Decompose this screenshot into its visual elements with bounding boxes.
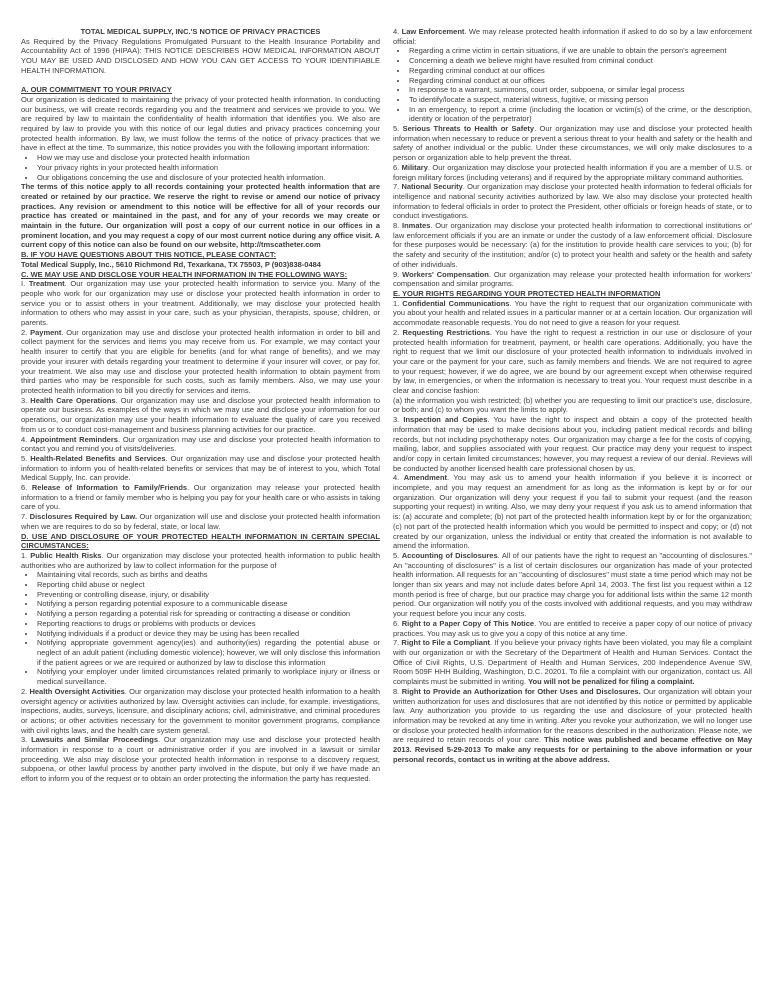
bullet-item: • In response to a warrant, summons, court order, subpoena, or similar legal process xyxy=(408,85,752,95)
bullet-item: • Notifying a person regarding a potential risk for spreading or contracting a disease or condition xyxy=(36,609,380,619)
paragraph: The terms of this notice apply to all records containing your protected health information that are created or retained by our practice. We reserve the right to revise or amend our notice of privacy practices. Any revision or amendment to this notice will be effective for all of your records our practice has created or maintained in the past, and for any of your records we may create or maintain in the future. Our organization will post a copy of our current notice in our offices in a prominent location, and you may request a copy of our most current notice during any office visit. A current copy of this notice can also be found on our website, http://tmscatheter.com xyxy=(21,182,380,250)
paragraph: 2. Requesting Restrictions. You have the right to request a restriction in our use or disclosure of your protected health information for treatment, payment, or health care operations. Additionally, you have the right to request that we limit our disclosure of your protected health information to individuals involved in your care or the payment for your care, such as family members and friends. We are not required to agree to your request; however, if we do agree, we are bound by our agreement except when otherwise required by law, in emergencies, or when the information is necessary to treat you. Your request must describe in a clear and concise fashion: xyxy=(393,327,753,396)
bullet-item: • Notifying appropriate government agency(ies) and authority(ies) regarding the potential abuse or neglect of an adult patient (including domestic violence); however, we will only disclose this information if the patient agrees or we are required or authorized by law to disclose this information xyxy=(36,638,380,667)
bullet-item: • Concerning a death we believe might have resulted from criminal conduct xyxy=(408,56,752,66)
paragraph: 9. Workers' Compensation. Our organization may release your protected health information for workers' compensation and similar programs. xyxy=(393,269,752,289)
paragraph: 8. Inmates. Our organization may disclose your protected health information to correctional institutions or' law enforcement officials if you are an inmate or under the custody of a law enforcement official. Disclosure for these purposes would be necessary: (a) for the institution to provide health care services to you; (b) for the safety and security of the institution; and/or (c) to protect your health and safety or the health and safety of other individuals. xyxy=(393,221,753,269)
paragraph: 3. Lawsuits and Similar Proceedings. Our organization may use and disclose your protected health information in response to a court or administrative order if you are involved in a lawsuit or similar proceeding. We also may disclose your protected health information in response to a discovery request, subpoena, or other lawful process by another party involved in the dispute, but only if we have made an effort to inform you of the request or to obtain an order protecting the information the party has requested. xyxy=(21,735,380,784)
bullet-item: • Maintaining vital records, such as births and deaths xyxy=(36,570,380,580)
paragraph: 7. National Security. Our organization may disclose your protected health information to federal officials for intelligence and national security activities authorized by law. We also may disclose your protected health information to federal officials in order to protect the President, other officials or foreign heads of state, or to conduct investigations. xyxy=(393,182,752,221)
bullet-item: • Preventing or controlling disease, injury, or disability xyxy=(36,590,380,600)
bullet-item: • Reporting child abuse or neglect xyxy=(36,580,380,590)
paragraph: Total Medical Supply, Inc., 5610 Richmond Rd, Texarkana, TX 75503, P (903)838-0484 xyxy=(21,259,321,269)
bullet-item: • Reporting reactions to drugs or problems with products or devices xyxy=(36,619,380,629)
paragraph: 7. Disclosures Required by Law. Our organization will use and disclose your protected health information when we are requires to do so by federal, state, or local law. xyxy=(21,512,381,531)
paragraph: (a) the information you wish restricted; (b) whether you are requesting to limit our practice's use, disclosure, or both; and (c) to whom you want the limits to apply. xyxy=(393,395,752,415)
bullet-list xyxy=(21,570,380,686)
section-heading: C. WE MAY USE AND DISCLOSE YOUR HEALTH INFORMATION IN THE FOLLOWING WAYS: xyxy=(21,269,348,279)
paragraph: 5. Accounting of Disclosures. All of our patients have the right to request an "accounting of disclosures." An "accounting of disclosures" is a list of certain disclosures our organization has made of your protected health information. All requests for an "accounting of disclosures" must state a time period which may not be longer than six years and may not include dates before April 14, 2003. The first list you request within a 12 month period is free of charge, but our practice may charge you for additional lists within the same 12 month period. Our organization will notify you of the costs involved with additional requests, and you may withdraw your request before you incur any costs. xyxy=(393,550,752,619)
bullet-item: • Your privacy rights in your protected health information xyxy=(36,163,380,173)
paragraph: I. Treatment. Our organization may use your protected health information to service you. Many of the people who work for our organization may use or disclose your protected health information in order to service you or to assist others in your treatment. Additionally, we may disclose your protected health information to others who may assist in your care, such as your physician, therapists, spouse, children, or parents. xyxy=(21,279,380,328)
paragraph: 4. Law Enforcement. We may release protected health information if asked to do so by a law enforcement official: xyxy=(393,27,752,46)
paragraph: 2. Payment. Our organization may use and disclose your protected health information in order to bill and collect payment for the services and items you may receive from us. For example, we may contact your health insurer to certify that you are eligible for benefits (and for what range of benefits), and we may provide your insurer with details regarding your treatment to determine if your insurer will cover, or pay for, your treatment. We also may use and disclose your protected health information to obtain payment from third parties who may be responsible for such costs, such as family members. Also, we may use your protected health information to bill you directly for services and items. xyxy=(21,327,380,395)
paragraph: 8. Right to Provide an Authorization for Other Uses and Disclosures. Our organization will obtain your written authorization for uses and disclosures that are not identified by this notice or permitted by applicable law. Any authorization you provide to us regarding the use and disclosure of your protected health information may be revoked at any time in writing. After you revoke your authorization, we will no longer use or disclose your protected health information for the reasons described in the authorization. Please note, we are required to retain records of your care. This notice was published and became effective on May 2013. Revised 5-29-2013 To make any requests for or pertaining to the above information or your personal records, contact us in writing at the above address. xyxy=(393,686,752,764)
section-heading: E. YOUR RIGHTS REGARDING YOUR PROTECTED HEALTH INFORMATION xyxy=(393,288,661,298)
bullet-item: • Our obligations concerning the use and disclosure of your protected health information. xyxy=(36,173,380,183)
bullet-item: • How we may use and disclose your protected health information xyxy=(36,153,380,163)
paragraph: Our organization is dedicated to maintaining the privacy of your protected health information. In conducting our business, we will create records regarding you and the treatment and services we provide to you. We are required by law to maintain the confidentiality of health information that identifies you. We also are required by law to provide you with this notice of our legal duties and privacy practices concerning your protected health information. By law, we must follow the terms of the notice of privacy practices that we have in effect at the time. To summarize, this notice provides you with the following important information: xyxy=(21,94,380,153)
bullet-item: • Regarding criminal conduct at our offices xyxy=(408,76,752,86)
bullet-list xyxy=(393,46,752,124)
document-title: TOTAL MEDICAL SUPPLY, INC.'S NOTICE OF PRIVACY PRACTICES xyxy=(80,27,321,36)
bullet-list xyxy=(21,153,380,182)
paragraph: 6. Military. Our organization may disclose your protected health information if you are a member of U.S. or foreign military forces (including veterans) and if required by the appropriate military command authorities. xyxy=(393,162,752,182)
section-heading: B. IF YOU HAVE QUESTIONS ABOUT THIS NOTICE, PLEASE CONTACT: xyxy=(21,250,277,260)
paragraph: 3. Inspection and Copies. You have the right to inspect and obtain a copy of the protected health information that may be used to make decisions about you, including patient medical records and billing records, but not including psychotherapy notes. Our organization may charge a fee for the costs of copying, mailing, labor, and supplies associated with your request. Our practice may deny your request to inspect and/or copy in certain limited circumstances; however, you may request a review of our denial. Reviews will be conducted by another licensed health care professional chosen by us. xyxy=(393,415,752,473)
section-heading: A. OUR COMMITMENT TO YOUR PRIVACY xyxy=(21,85,172,95)
bullet-item: • Regarding criminal conduct at our offices xyxy=(408,66,752,76)
paragraph: 1. Confidential Communications. You have the right to request that our organization communicate with you about your health and related issues in a particular manner or at a certain location. Our organization will accommodate reasonable requests. You do not need to give a reason for your request. xyxy=(393,298,752,328)
paragraph: 1. Public Health Risks. Our organization may disclose your protected health information to public health authorities who are authorized by law to collect information for the purpose of xyxy=(21,550,380,570)
bullet-item: • Regarding a crime victim in certain situations, if we are unable to obtain the person's agreement xyxy=(408,46,752,56)
bullet-item: • Notifying individuals if a product or device they may be using has been recalled xyxy=(36,629,380,639)
bullet-item: • To identify/locate a suspect, material witness, fugitive, or missing person xyxy=(408,95,752,105)
paragraph: As Required by the Privacy Regulations Promulgated Pursuant to the Health Insurance Portability and Accountability Act of 1996 (HIPAA): THIS NOTICE DESCRIBES HOW MEDICAL INFORMATION ABOUT YOU MAY BE USED AND DISCLOSED AND HOW YOU CAN GET ACCESS TO YOUR IDENTIFIABLE HEALTH INFORMATION. xyxy=(21,36,380,75)
paragraph: 7. Right to File a Compliant. If you believe your privacy rights have been violated, you may file a complaint with our organization or with the Secretary of the Department of Health and Human Services. Contact the Office of Civil Rights, U.S. Department of Health and Human Services, 200 Independence Avenue SW, Room 509F HHH Building, Washington, D.C. 20201. To file a complaint with our organization, contact us. All complaints must be submitted in writing. You will not be penalized for filing a complaint. xyxy=(393,638,752,687)
paragraph: 2. Health Oversight Activities. Our organization may disclose your protected health information to a health oversight agency or activities authorized by law. Oversight activities can include, for example. investigations, inspections, audits, surveys, licensure, and disciplinary actions; civil, administrative, and criminal procedures or actions; or other activities necessary for the government to monitor government programs, compliance with civil rights laws, and the health care system general. xyxy=(21,686,381,735)
paragraph: 5. Serious Threats to Health or Safety. Our organization may use and disclose your protected health information when necessary to reduce or prevent a serious threat to your health and safety or the health and safety of another individual or the public. Under these circumstances, we will only make disclosures to a person or organization able to help prevent the threat. xyxy=(393,124,752,163)
bullet-item: • In an emergency, to report a crime (including the location or victim(s) of the crime, or the description, identity or location of the perpetrator) xyxy=(408,105,752,124)
right-column xyxy=(393,27,752,990)
paragraph: 4. Amendment. You may ask us to amend your health information if you believe it is incorrect or incomplete, and you may request an amendment for as long as the information is kept by or for our organization. Our organization will deny your request if you fail to submit your request (and the reason supporting your request) in writing. Also, we may deny your request if you ask us to amend information that is: (a) accurate and complete; (b) not part of the protected health information kept by or for the organization; (c) not part of the protected health information which you would be permitted to inspect and copy; or (d) not created by our organization, unless the individual or entity that created the information is not available to amend the information. xyxy=(393,473,752,551)
paragraph: 6. Release of Information to Family/Friends. Our organization may release your protected health information to a friend or family member who is helping you pay for your health care or who assists in taking care of you. xyxy=(21,483,380,512)
paragraph: 3. Health Care Operations. Our organization may use and disclose your protected health information to operate our business. As examples of the ways in which we may use and disclose your information for our operations, our organization may use your health information to evaluate the quality of care you received from us or to conduct cost-management and business planning activities for our practice. xyxy=(21,395,381,434)
left-column xyxy=(21,27,380,990)
paragraph: 6. Right to a Paper Copy of This Notice. You are entitled to receive a paper copy of our notice of privacy practices. You may ask us to give you a copy of this notice at any time. xyxy=(393,618,752,638)
section-heading: D. USE AND DISCLOSURE OF YOUR PROTECTED HEALTH INFORMATION IN CERTAIN SPECIAL CIRCUMSTANCES: xyxy=(21,531,380,551)
paragraph: 5. Health-Related Benefits and Services. Our organization may use and disclose your protected health information to inform you of health-related benefits or services that may be of interest to you, which Total Medical Supply, Inc. can provide. xyxy=(21,453,381,483)
bullet-item: • Notifying your employer under limited circumstances related primarily to workplace injury or illness or medical surveillance. xyxy=(36,667,380,686)
spacer xyxy=(21,76,380,86)
paragraph: 4. Appointment Reminders. Our organization may use and disclose your protected health information to contact you and remind you of visits/deliveries. xyxy=(21,434,381,454)
bullet-item: • Notifying a person regarding potential exposure to a communicable disease xyxy=(36,599,380,609)
